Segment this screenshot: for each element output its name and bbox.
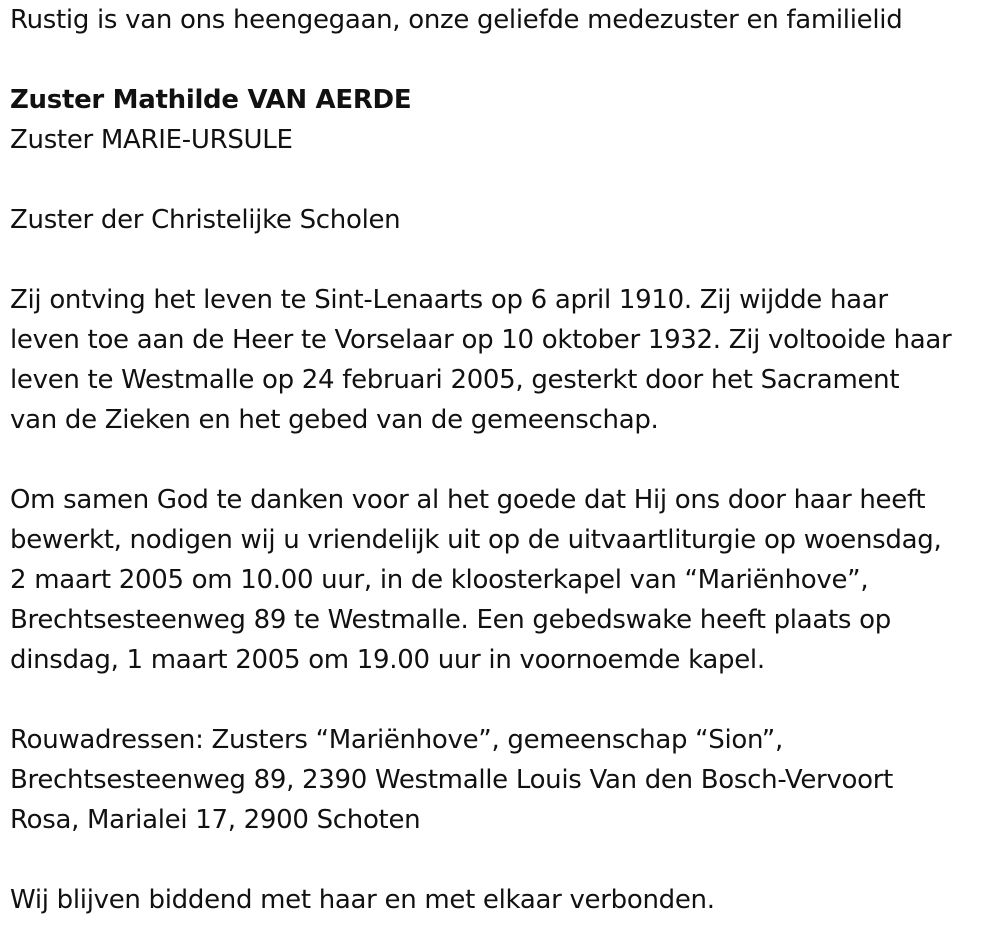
paragraph-line: Brechtsesteenweg 89 te Westmalle. Een gebedswake heeft plaats op (10, 605, 891, 635)
paragraph-line: Rosa, Marialei 17, 2900 Schoten (10, 805, 421, 835)
paragraph-line: Om samen God te danken voor al het goede dat Hij ons door haar heeft (10, 485, 926, 515)
spacer (10, 440, 995, 480)
life-paragraph (10, 280, 995, 440)
spacer (10, 40, 995, 80)
spacer (10, 840, 995, 880)
paragraph-line: Rouwadressen: Zusters “Mariënhove”, gemeenschap “Sion”, (10, 725, 783, 755)
spacer (10, 680, 995, 720)
deceased-name: Zuster Mathilde VAN AERDE (10, 85, 412, 115)
paragraph-line: bewerkt, nodigen wij u vriendelijk uit op de uitvaartliturgie op woensdag, (10, 525, 942, 555)
congregation-name: Zuster der Christelijke Scholen (10, 205, 401, 235)
paragraph-line: 2 maart 2005 om 10.00 uur, in de kloosterkapel van “Mariënhove”, (10, 565, 869, 595)
funeral-paragraph (10, 480, 995, 680)
paragraph-line: Zij ontving het leven te Sint-Lenaarts op 6 april 1910. Zij wijdde haar (10, 285, 888, 315)
religious-name: Zuster MARIE-URSULE (10, 125, 293, 155)
spacer (10, 160, 995, 200)
closing-text: Wij blijven biddend met haar en met elkaar verbonden. (10, 885, 715, 915)
paragraph-line: Brechtsesteenweg 89, 2390 Westmalle Louis Van den Bosch-Vervoort (10, 765, 894, 795)
paragraph-line: leven toe aan de Heer te Vorselaar op 10 oktober 1932. Zij voltooide haar (10, 325, 952, 355)
paragraph-line: dinsdag, 1 maart 2005 om 19.00 uur in voornoemde kapel. (10, 645, 765, 675)
paragraph-line: leven te Westmalle op 24 februari 2005, gesterkt door het Sacrament (10, 365, 900, 395)
spacer (10, 240, 995, 280)
paragraph-line: van de Zieken en het gebed van de gemeenschap. (10, 405, 659, 435)
death-notice (10, 0, 995, 920)
address-paragraph (10, 720, 995, 840)
intro-text: Rustig is van ons heengegaan, onze geliefde medezuster en familielid (10, 5, 903, 35)
